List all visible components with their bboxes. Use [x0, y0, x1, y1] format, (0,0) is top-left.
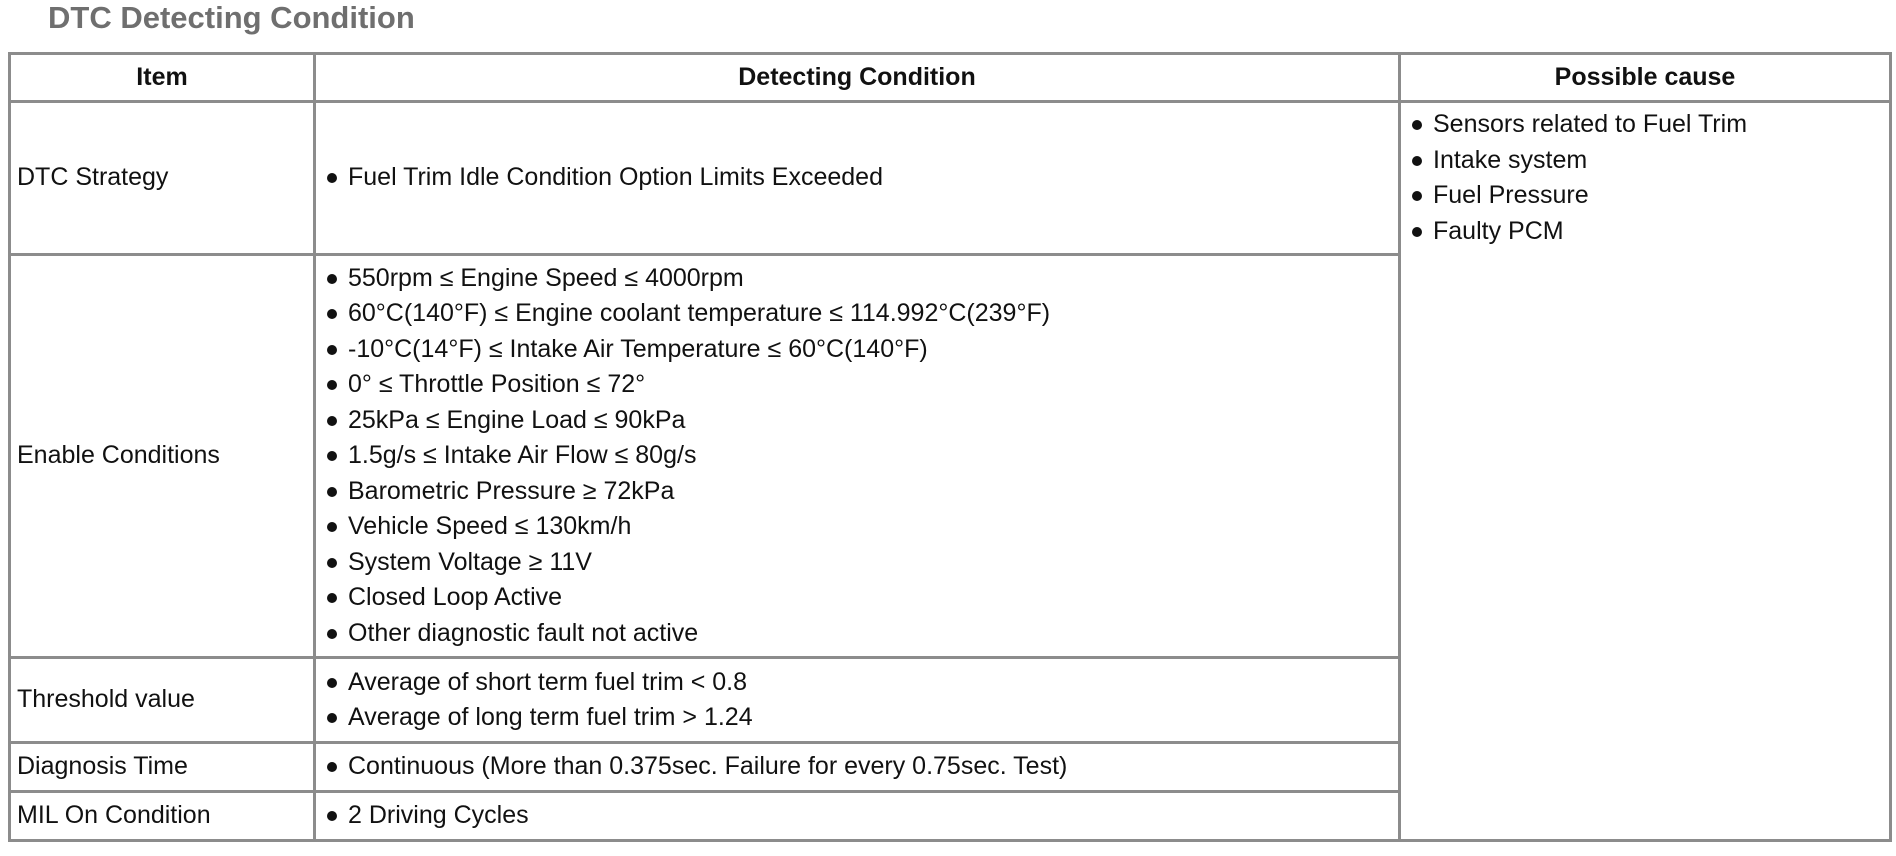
condition-item: Average of long term fuel trim > 1.24 — [326, 700, 1398, 736]
condition-cell — [315, 743, 1400, 792]
condition-cell — [315, 102, 1400, 255]
condition-item: 25kPa ≤ Engine Load ≤ 90kPa — [326, 403, 1398, 439]
table-header-row — [10, 54, 1891, 102]
item-cell: Enable Conditions — [10, 255, 315, 658]
column-header-item: Item — [10, 54, 315, 102]
possible-cause-item: Faulty PCM — [1411, 214, 1889, 250]
condition-cell — [315, 658, 1400, 743]
condition-cell — [315, 255, 1400, 658]
condition-item: Other diagnostic fault not active — [326, 616, 1398, 652]
condition-item: Average of short term fuel trim < 0.8 — [326, 665, 1398, 701]
table-row — [10, 102, 1891, 255]
possible-cause-cell — [1400, 102, 1891, 841]
condition-item: Closed Loop Active — [326, 580, 1398, 616]
condition-item: 0° ≤ Throttle Position ≤ 72° — [326, 367, 1398, 403]
condition-list — [326, 749, 1398, 785]
condition-cell — [315, 792, 1400, 841]
condition-item: 2 Driving Cycles — [326, 798, 1398, 834]
condition-item: 60°C(140°F) ≤ Engine coolant temperature ≤ 114.992°C(239°F) — [326, 296, 1398, 332]
condition-item: Barometric Pressure ≥ 72kPa — [326, 474, 1398, 510]
possible-cause-item: Fuel Pressure — [1411, 178, 1889, 214]
possible-cause-list — [1411, 107, 1889, 249]
condition-list — [326, 798, 1398, 834]
page-title: DTC Detecting Condition — [48, 0, 415, 35]
condition-list — [326, 160, 1398, 196]
condition-item: -10°C(14°F) ≤ Intake Air Temperature ≤ 60°C(140°F) — [326, 332, 1398, 368]
item-cell: Diagnosis Time — [10, 743, 315, 792]
possible-cause-item: Intake system — [1411, 143, 1889, 179]
condition-item: Continuous (More than 0.375sec. Failure for every 0.75sec. Test) — [326, 749, 1398, 785]
dtc-condition-table — [8, 52, 1892, 842]
column-header-detecting-condition: Detecting Condition — [315, 54, 1400, 102]
condition-item: System Voltage ≥ 11V — [326, 545, 1398, 581]
item-cell: DTC Strategy — [10, 102, 315, 255]
condition-list — [326, 261, 1398, 652]
condition-item: Fuel Trim Idle Condition Option Limits Exceeded — [326, 160, 1398, 196]
condition-item: 550rpm ≤ Engine Speed ≤ 4000rpm — [326, 261, 1398, 297]
possible-cause-item: Sensors related to Fuel Trim — [1411, 107, 1889, 143]
item-cell: MIL On Condition — [10, 792, 315, 841]
item-cell: Threshold value — [10, 658, 315, 743]
condition-list — [326, 665, 1398, 736]
condition-item: 1.5g/s ≤ Intake Air Flow ≤ 80g/s — [326, 438, 1398, 474]
column-header-possible-cause: Possible cause — [1400, 54, 1891, 102]
condition-item: Vehicle Speed ≤ 130km/h — [326, 509, 1398, 545]
